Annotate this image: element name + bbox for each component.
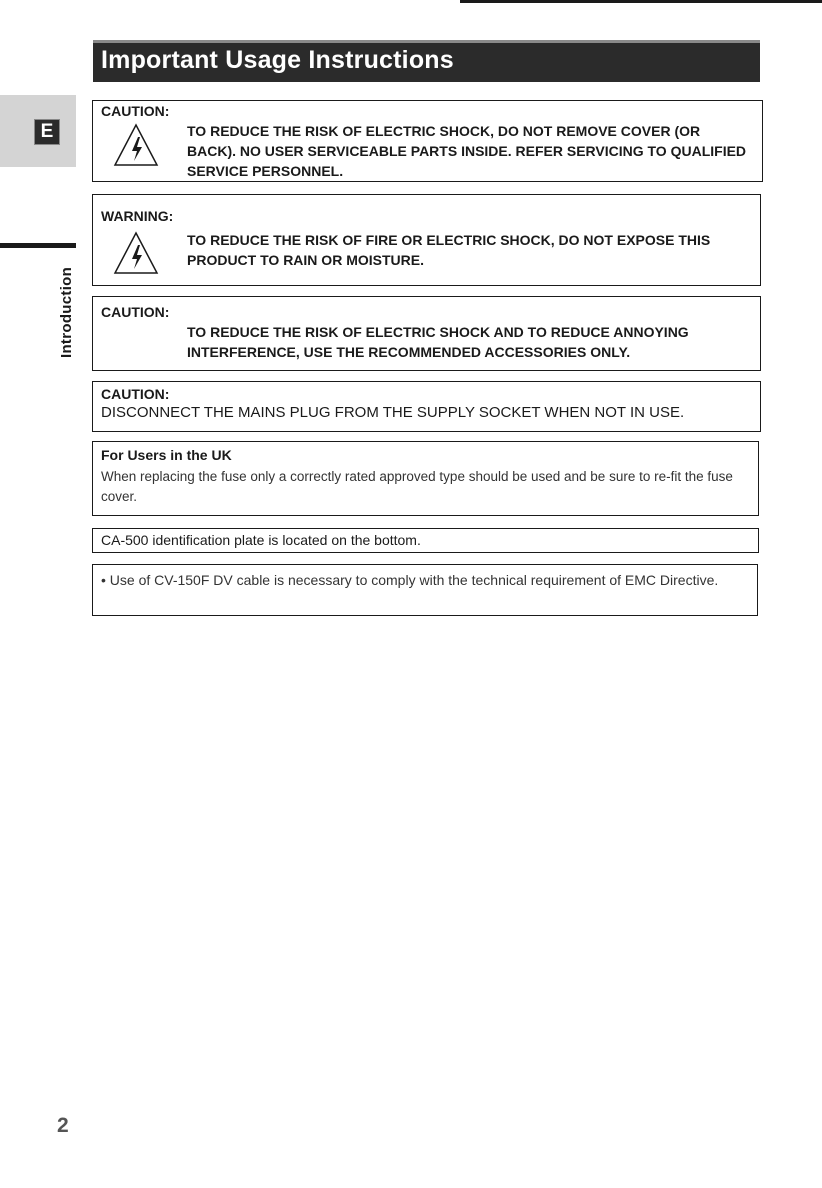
caution-box-mains bbox=[92, 381, 761, 432]
title-bar bbox=[93, 40, 760, 82]
notice-heading: CAUTION: bbox=[101, 103, 170, 119]
notice-text: • Use of CV-150F DV cable is necessary to comply with the technical requirement of EMC Directive. bbox=[101, 572, 719, 588]
page-title: Important Usage Instructions bbox=[101, 46, 454, 74]
electric-shock-warning-icon bbox=[113, 123, 159, 167]
caution-box-cover bbox=[92, 100, 763, 182]
notice-text: When replacing the fuse only a correctly rated approved type should be used and be sure to re-fit the fuse cover. bbox=[101, 469, 733, 504]
caution-box-accessories bbox=[92, 296, 761, 371]
notice-text: TO REDUCE THE RISK OF ELECTRIC SHOCK AND TO REDUCE ANNOYING INTERFERENCE, USE THE RECOMMENDED ACCESSORIES ONLY. bbox=[187, 324, 689, 360]
emc-note-box bbox=[92, 564, 758, 616]
notice-heading: WARNING: bbox=[101, 208, 174, 224]
page-number: 2 bbox=[57, 1114, 69, 1137]
notice-text: DISCONNECT THE MAINS PLUG FROM THE SUPPLY SOCKET WHEN NOT IN USE. bbox=[101, 404, 685, 421]
notice-heading: CAUTION: bbox=[101, 304, 170, 320]
notice-text: TO REDUCE THE RISK OF ELECTRIC SHOCK, DO NOT REMOVE COVER (OR BACK). NO USER SERVICEABLE PARTS INSIDE. REFER SERVICING TO QUALIFIED SERVICE PERSONNEL. bbox=[187, 123, 747, 179]
notice-text: TO REDUCE THE RISK OF FIRE OR ELECTRIC SHOCK, DO NOT EXPOSE THIS PRODUCT TO RAIN OR MOISTURE. bbox=[187, 232, 711, 268]
notice-heading: CAUTION: bbox=[101, 386, 170, 402]
electric-shock-warning-icon bbox=[113, 231, 159, 275]
language-tab-letter: E bbox=[34, 119, 60, 145]
top-rule bbox=[460, 0, 822, 3]
uk-users-box bbox=[92, 441, 759, 516]
notice-text: CA-500 identification plate is located on the bottom. bbox=[101, 532, 421, 548]
identification-plate-box bbox=[92, 528, 759, 553]
warning-box-moisture bbox=[92, 194, 761, 286]
section-rule bbox=[0, 243, 76, 248]
notice-heading: For Users in the UK bbox=[101, 447, 232, 463]
section-label: Introduction bbox=[58, 266, 75, 358]
